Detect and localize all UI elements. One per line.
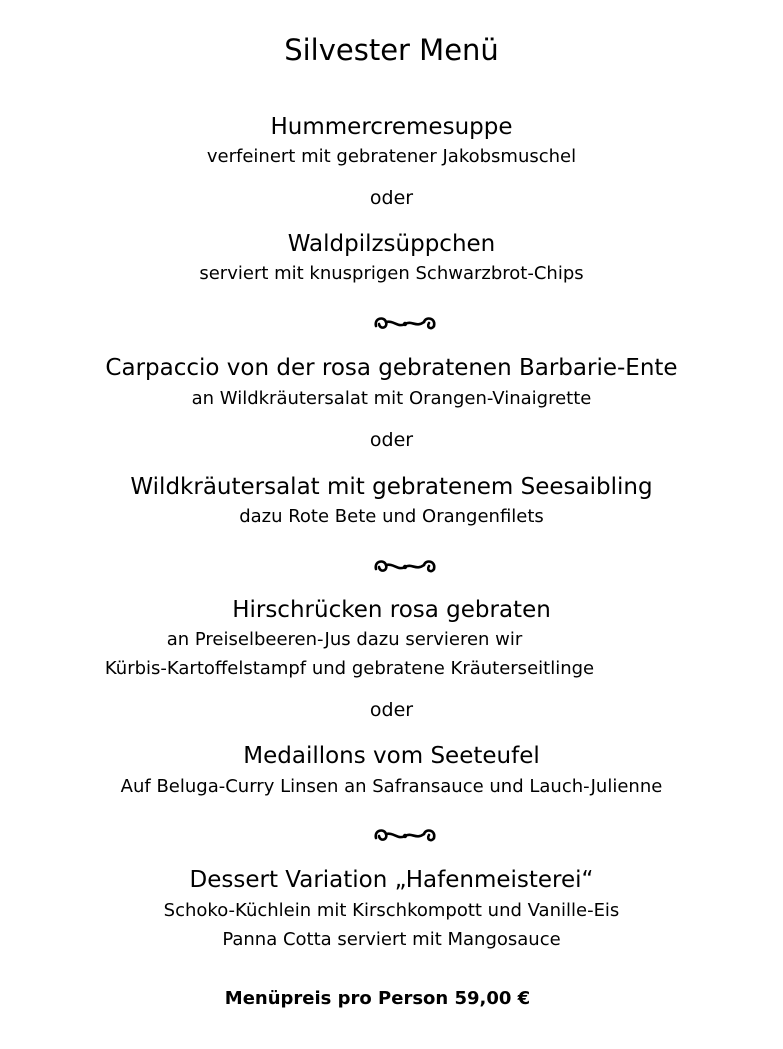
main-1-name: Hirschrücken rosa gebraten [232,597,551,623]
appetizer-2-name: Wildkräutersalat mit gebratenem Seesaibling [130,474,653,500]
starter-2-description: serviert mit knusprigen Schwarzbrot-Chips [199,263,584,284]
main-2-name: Medaillons vom Seeteufel [243,743,540,769]
dessert-description-line2: Panna Cotta serviert mit Mangosauce [222,929,561,950]
starter-1-description: verfeinert mit gebratener Jakobsmuschel [206,146,577,167]
menu-price: Menüpreis pro Person 59,00 € [224,988,531,1009]
starter-2-name: Waldpilzsüppchen [287,231,496,257]
appetizer-1-description: an Wildkräutersalat mit Orangen-Vinaigrette [191,388,592,409]
dessert-description-line1: Schoko-Küchlein mit Kirschkompott und Vanille-Eis [163,900,620,921]
main-separator: oder [369,699,414,721]
main-1-description-line1: an Preiselbeeren-Jus dazu servieren wir [166,629,523,650]
flourish-divider-icon [370,555,440,577]
flourish-divider-icon [370,312,440,334]
appetizer-separator: oder [369,429,414,451]
flourish-divider-icon [370,824,440,846]
appetizer-2-description: dazu Rote Bete und Orangenfilets [239,506,544,527]
dessert-name: Dessert Variation „Hafenmeisterei“ [189,867,594,893]
menu-title: Silvester Menü [284,33,499,67]
appetizer-1-name: Carpaccio von der rosa gebratenen Barbarie-Ente [105,355,678,381]
starter-separator: oder [369,187,414,209]
main-2-description: Auf Beluga-Curry Linsen an Safransauce und Lauch-Julienne [120,776,663,797]
starter-1-name: Hummercremesuppe [270,114,513,140]
main-1-description-line2: Kürbis-Kartoffelstampf und gebratene Kräuterseitlinge [104,658,595,679]
